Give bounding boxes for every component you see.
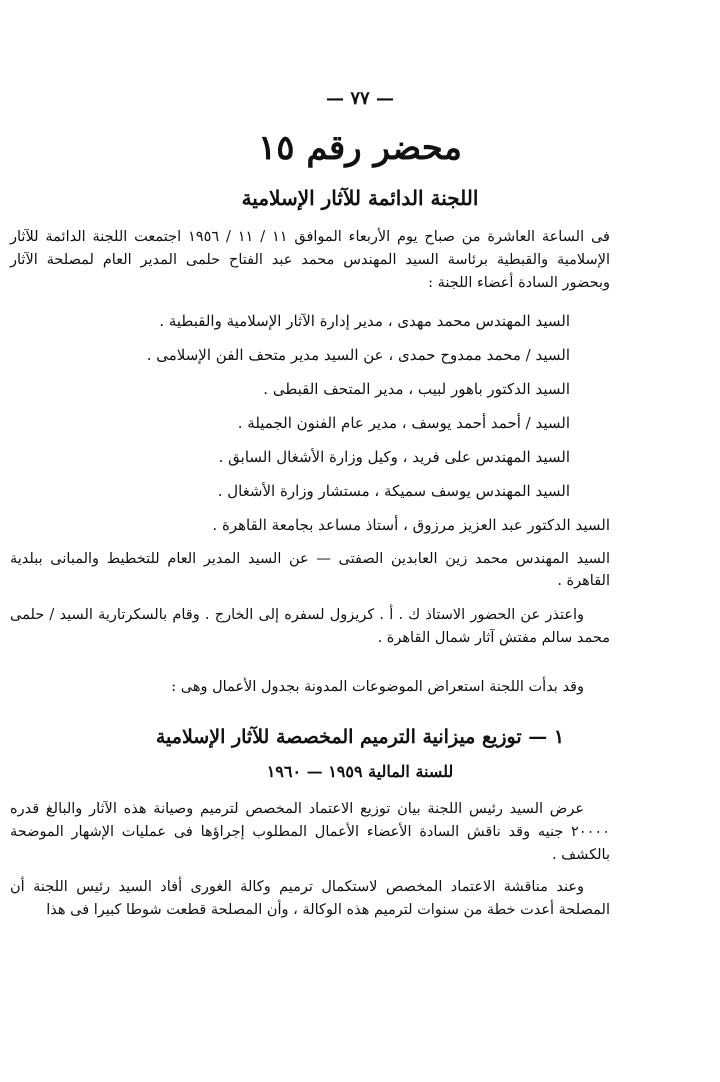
body-paragraph: عرض السيد رئيس اللجنة بيان توزيع الاعتماد المخصص لترميم وصيانة هذه الآثار والبالغ قدره ٢٠٠٠٠ جنيه وقد ناقش السادة الأعضاء الأعمال المطلوب إجراؤها فى عمليات الإشهار الموضحة بالكشف . [10,801,610,863]
committee-subtitle: اللجنة الدائمة للآثار الإسلامية [241,186,479,210]
page-title: محضر رقم ١٥ [258,128,462,168]
section-heading: ١ — توزيع ميزانية الترميم المخصصة للآثار الإسلامية [155,726,565,748]
page-number: — ٧٧ — [326,88,394,109]
attendee-item: السيد / أحمد أحمد يوسف ، مدير عام الفنون الجميلة . [237,414,570,432]
attendee-item: السيد المهندس يوسف سميكة ، مستشار وزارة الأشغال . [217,482,570,500]
attendee-item-long: السيد المهندس محمد زين العابدين الصفتى — عن السيد المدير العام للتخطيط والمبانى ببلدية القاهرة . [10,551,610,589]
attendee-item: السيد المهندس على فريد ، وكيل وزارة الأشغال السابق . [218,448,570,466]
attendee-item: السيد الدكتور باهور لبيب ، مدير المتحف القبطى . [263,380,570,398]
intro-paragraph: فى الساعة العاشرة من صباح يوم الأربعاء الموافق ١١ / ١١ / ١٩٥٦ اجتمعت اللجنة الدائمة للآثار الإسلامية والقبطية برئاسة السيد المهندس محمد عبد الفتاح حلمى المدير العام لمصلحة الآثار وبحضور السادة أعضاء اللجنة : [10,229,610,291]
attendee-item: السيد المهندس محمد مهدى ، مدير إدارة الآثار الإسلامية والقبطية . [159,312,570,330]
section-subheading: للسنة المالية ١٩٥٩ — ١٩٦٠ [266,762,454,781]
apology-paragraph: واعتذر عن الحضور الاستاذ ك . أ . كريزول لسفره إلى الخارج . وقام بالسكرتارية السيد / حلمى محمد سالم مفتش آثار شمال القاهرة . [10,607,610,646]
agenda-intro: وقد بدأت اللجنة استعراض الموضوعات المدونة بجدول الأعمال وهى : [171,679,584,695]
attendee-item: السيد الدكتور عبد العزيز مرزوق ، أستاذ مساعد بجامعة القاهرة . [212,516,610,534]
attendee-item: السيد / محمد ممدوح حمدى ، عن السيد مدير متحف الفن الإسلامى . [146,346,570,364]
body-paragraph: وعند مناقشة الاعتماد المخصص لاستكمال ترميم وكالة الغورى أفاد السيد رئيس اللجنة أن المصلحة أعدت خطة من سنوات لترميم هذه الوكالة ، وأن المصلحة قطعت شوطا كبيرا فى هذا [10,879,610,918]
